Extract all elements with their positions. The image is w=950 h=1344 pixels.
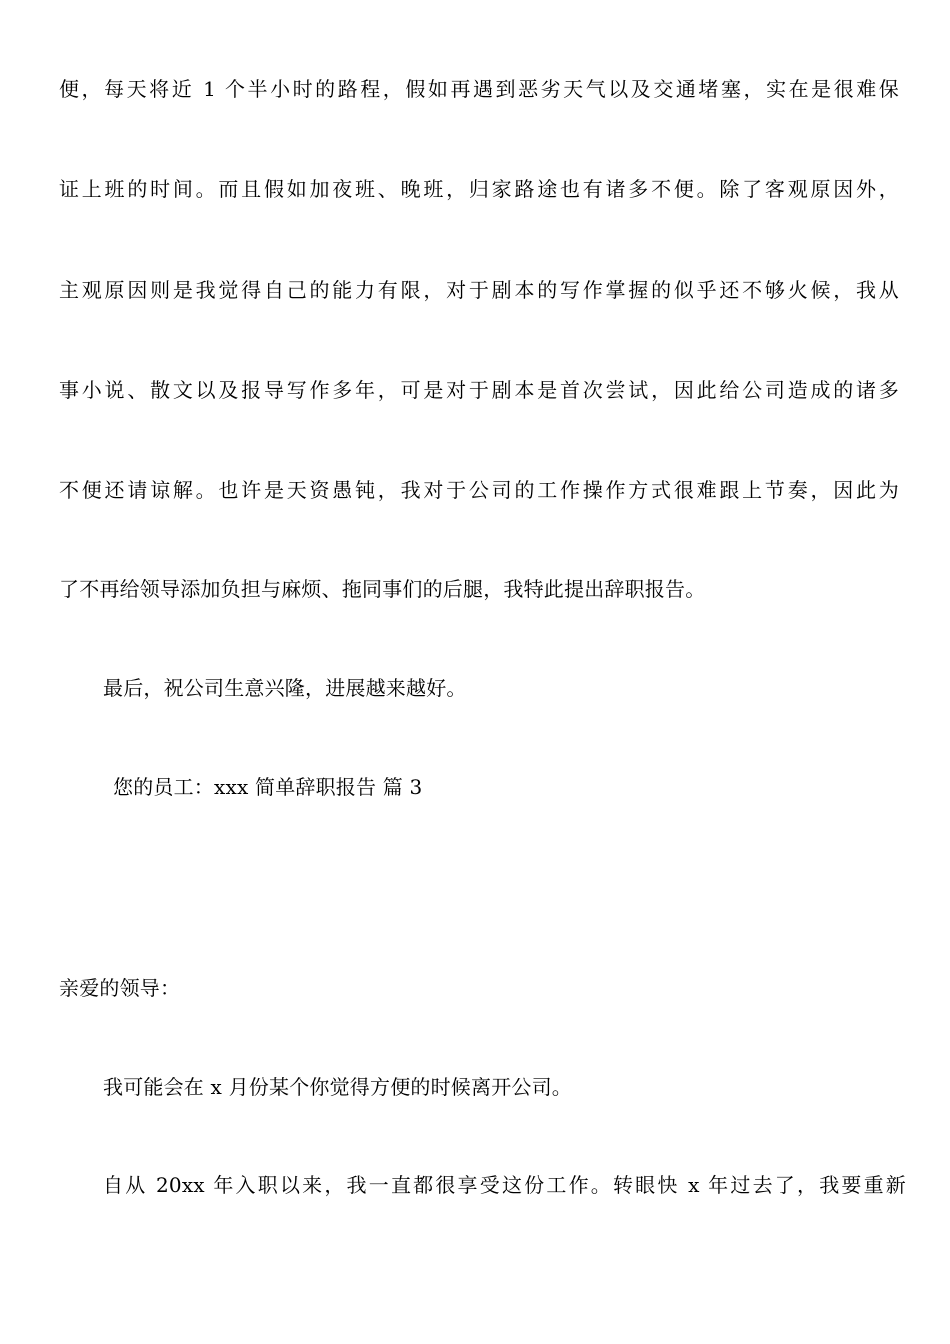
signature-and-section-heading: 您的员工：xxx 简单辞职报告 篇 3 <box>113 775 423 799</box>
body-text-line: 自从 20xx 年入职以来，我一直都很享受这份工作。转眼快 x 年过去了，我要重新 <box>103 1173 906 1197</box>
body-paragraph: 我可能会在 x 月份某个你觉得方便的时候离开公司。 <box>103 1075 572 1099</box>
body-text-line: 了不再给领导添加负担与麻烦、拖同事们的后腿，我特此提出辞职报告。 <box>59 577 706 601</box>
closing-wish: 最后，祝公司生意兴隆，进展越来越好。 <box>103 676 467 700</box>
body-text-line: 主观原因则是我觉得自己的能力有限，对于剧本的写作掌握的似乎还不够火候，我从 <box>59 278 899 302</box>
body-text-line: 不便还请谅解。也许是天资愚钝，我对于公司的工作操作方式很难跟上节奏，因此为 <box>59 478 899 502</box>
body-text-line: 便，每天将近 1 个半小时的路程，假如再遇到恶劣天气以及交通堵塞，实在是很难保 <box>59 77 899 101</box>
body-text-line: 事小说、散文以及报导写作多年，可是对于剧本是首次尝试，因此给公司造成的诸多 <box>59 378 899 402</box>
body-text-line: 证上班的时间。而且假如加夜班、晚班，归家路途也有诸多不便。除了客观原因外， <box>59 177 899 201</box>
salutation: 亲爱的领导： <box>59 976 181 1000</box>
